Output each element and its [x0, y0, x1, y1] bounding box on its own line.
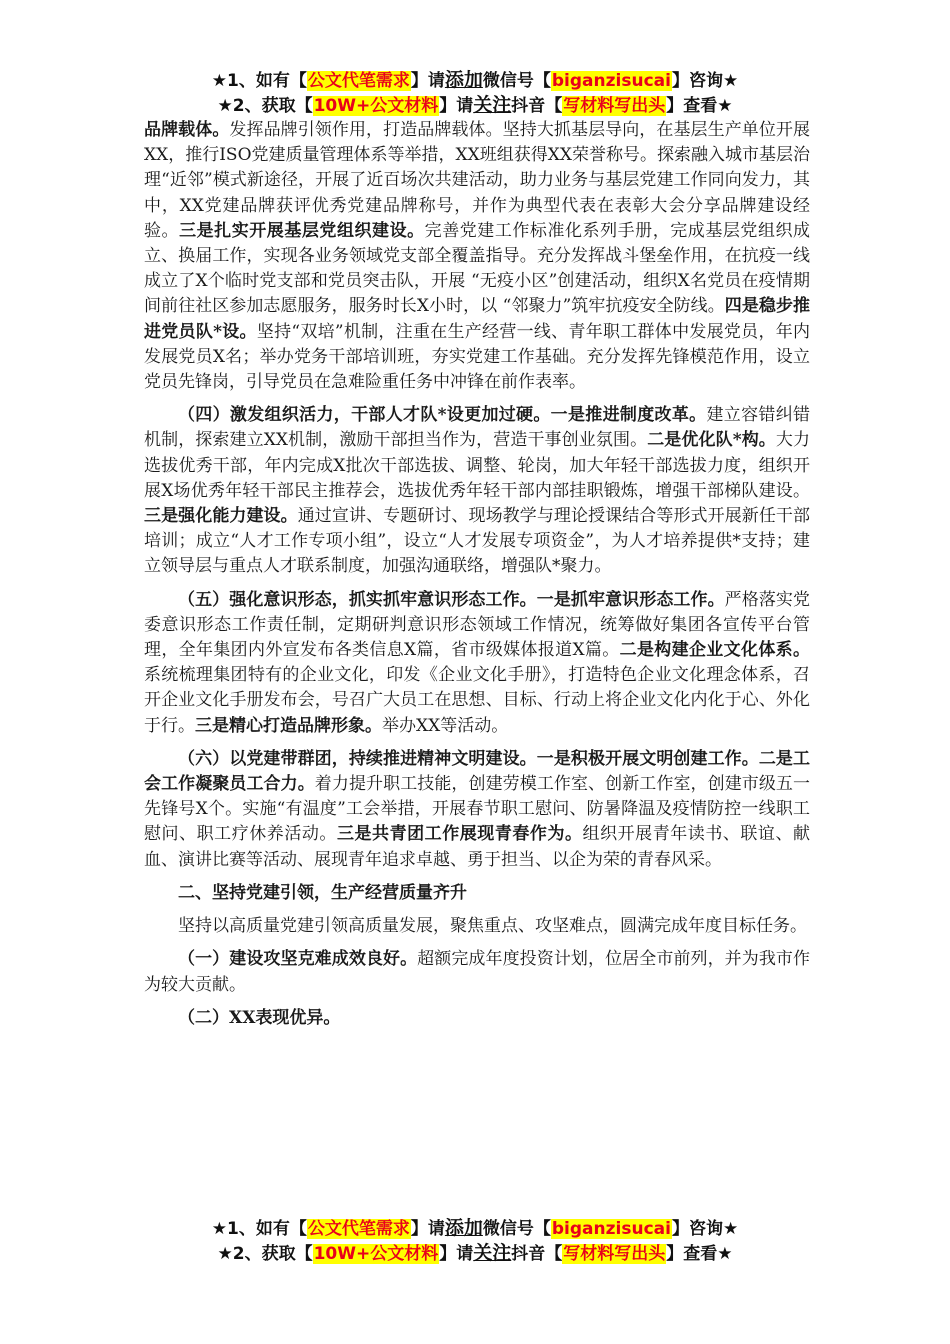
paragraph-text: 着力提升职工技能，创建劳模工作室、创新工作室，创建市级五一先锋号X个。实施“有温度”工会举措，开展春节职工慰问、防暑降温及疫情防控一线职工慰问、职工疗休养活动。: [144, 774, 811, 845]
paragraph-brand-carrier: [144, 118, 810, 395]
paragraph-text: 超额完成年度投资计划，位居全市前列，并为我市作为较大贡献。: [144, 949, 811, 995]
bold-lead: （五）强化意识形态，抓实抓牢意识形态工作。一是抓牢意识形态工作。: [178, 589, 725, 610]
promo-emphasis: 添加: [444, 69, 483, 91]
paragraph-section-4: [144, 403, 810, 579]
promo-text: 】请: [410, 71, 445, 91]
bold-lead: （一）建设攻坚克难成效良好。: [178, 949, 418, 970]
promo-text: 】请: [439, 96, 474, 116]
bold-lead: （六）以党建带群团，持续推进精神文明建设。一是积极开展文明创建工作。二是工会工作凝聚员工合力。: [144, 748, 810, 795]
paragraph-text: 完善党建工作标准化系列手册，完成基层党组织成立、换届工作，实现各业务领域党支部全覆盖指导。充分发挥战斗堡垒作用，在抗疫一线成立了X个临时党支部和党员突击队，开展 “无疫小区”创建活动，组织X名党员在疫情期间前往社区参加志愿服务，服务时长X小时，以 “邻聚力”筑牢抗疫安全防线。: [144, 220, 811, 317]
promo-text: 抖音【: [511, 96, 563, 116]
paragraph-text: 严格落实党委意识形态工作责任制，定期研判意识形态领域工作情况，统筹做好集团各宣传平台管理，全年集团内外宣发布各类信息X篇，省市级媒体报道X篇。: [144, 589, 811, 661]
bold-lead: （二）XX表现优异。: [178, 1007, 341, 1028]
promo-highlight: 10W+公文材料: [313, 1244, 439, 1264]
paragraph-section-2-intro: 坚持以高质量党建引领高质量发展，聚焦重点、攻坚难点，圆满完成年度目标任务。: [178, 916, 807, 937]
promo-text: 微信号【: [482, 1219, 551, 1239]
promo-line-1: [0, 68, 950, 93]
paragraph-text: 发挥品牌引领作用，打造品牌载体。坚持大抓基层导向，在基层生产单位开展XX，推行ISO党建质量管理体系等举措，XX班组获得XX荣誉称号。探索融入城市基层治理“近邻”模式新途径，开展了近百场次共建活动，助力业务与基层党建工作同向发力，其中，XX党建品牌获评优秀党建品牌称号，并作为典型代表在表彰大会分享品牌建设经验。: [144, 120, 811, 241]
promo-text: 微信号【: [482, 71, 551, 91]
paragraph-section-5: [144, 588, 810, 739]
bold-lead: （四）激发组织活力，干部人才队*设更加过硬。一是推进制度改革。: [178, 405, 707, 426]
promo-line-2: [0, 1241, 950, 1266]
promo-highlight: 写材料写出头: [563, 1244, 666, 1264]
promo-highlight: 公文代笔需求: [307, 71, 410, 91]
bold-lead: 四是稳步推进党员队*设。: [144, 296, 811, 342]
promo-text: 】请: [439, 1244, 474, 1264]
promo-banner-bottom: [0, 1216, 950, 1266]
document-body: [144, 118, 810, 1031]
bold-lead: 三是精心打造品牌形象。: [195, 715, 382, 736]
bold-lead: 二是构建企业文化体系。: [619, 640, 810, 661]
promo-highlight: biganzisucai: [551, 1219, 671, 1239]
promo-highlight: biganzisucai: [551, 71, 671, 91]
bold-lead: 三是强化能力建设。: [144, 506, 298, 527]
paragraph-text: 系统梳理集团特有的企业文化，印发《企业文化手册》，打造特色企业文化理念体系，召开企业文化手册发布会，号召广大员工在思想、目标、行动上将企业文化内化于心、外化于行。: [144, 665, 810, 736]
section-heading-2: 二、坚持党建引领，生产经营质量齐升: [178, 882, 467, 903]
paragraph-text: 建立容错纠错机制，探索建立XX机制，激励干部担当作为，营造干事创业氛围。: [144, 405, 811, 451]
promo-line-2: [0, 93, 950, 118]
bold-lead: 品牌载体。: [144, 120, 230, 140]
paragraph-text: 大力选拔优秀干部，年内完成X批次干部选拔、调整、轮岗，加大年轻干部选拔力度，组织开展X场优秀年轻干部民主推荐会，选拔优秀年轻干部内部挂职锻炼，增强干部梯队建设。: [144, 430, 811, 501]
promo-text: 抖音【: [511, 1244, 563, 1264]
paragraph-subsection-2: [144, 1006, 810, 1031]
paragraph-subsection-1: [144, 947, 810, 997]
bold-lead: 三是共青团工作展现青春作为。: [336, 824, 583, 845]
promo-text: ★1、如有【: [211, 71, 307, 91]
promo-text: ★1、如有【: [211, 1219, 307, 1239]
promo-text: 】查看★: [666, 96, 733, 116]
paragraph-text: 通过宣讲、专题研讨、现场教学与理论授课结合等形式开展新任干部培训；成立“人才工作专项小组”，设立“人才发展专项资金”，为人才培养提供*支持；建立领导层与重点人才联系制度，加强沟通联络，增强队*聚力。: [144, 506, 811, 577]
promo-highlight: 10W+公文材料: [313, 96, 439, 116]
promo-emphasis: 关注: [473, 1242, 512, 1264]
promo-text: 】咨询★: [671, 1219, 739, 1239]
promo-text: 】咨询★: [671, 71, 739, 91]
paragraph-text: 坚持“双培”机制，注重在生产经营一线、青年职工群体中发展党员，年内发展党员X名；举办党务干部培训班，夯实党建工作基础。充分发挥先锋模范作用，设立党员先锋岗，引导党员在急难险重任务中冲锋在前作表率。: [144, 321, 811, 393]
promo-highlight: 写材料写出头: [563, 96, 666, 116]
promo-line-1: [0, 1216, 950, 1241]
bold-lead: 二是优化队*构。: [647, 430, 776, 451]
promo-text: ★2、获取【: [217, 96, 313, 116]
paragraph-section-6: [144, 747, 810, 873]
promo-text: ★2、获取【: [217, 1244, 313, 1264]
promo-emphasis: 关注: [473, 94, 512, 116]
paragraph-text: 举办XX等活动。: [382, 715, 509, 736]
promo-text: 】请: [410, 1219, 445, 1239]
promo-text: 】查看★: [666, 1244, 733, 1264]
paragraph-text: 组织开展青年读书、联谊、献血、演讲比赛等活动、展现青年追求卓越、勇于担当、以企为荣的青春风采。: [144, 824, 811, 870]
promo-emphasis: 添加: [444, 1217, 483, 1239]
promo-banner-top: [0, 68, 950, 118]
bold-lead: 三是扎实开展基层党组织建设。: [179, 220, 425, 241]
promo-highlight: 公文代笔需求: [307, 1219, 410, 1239]
